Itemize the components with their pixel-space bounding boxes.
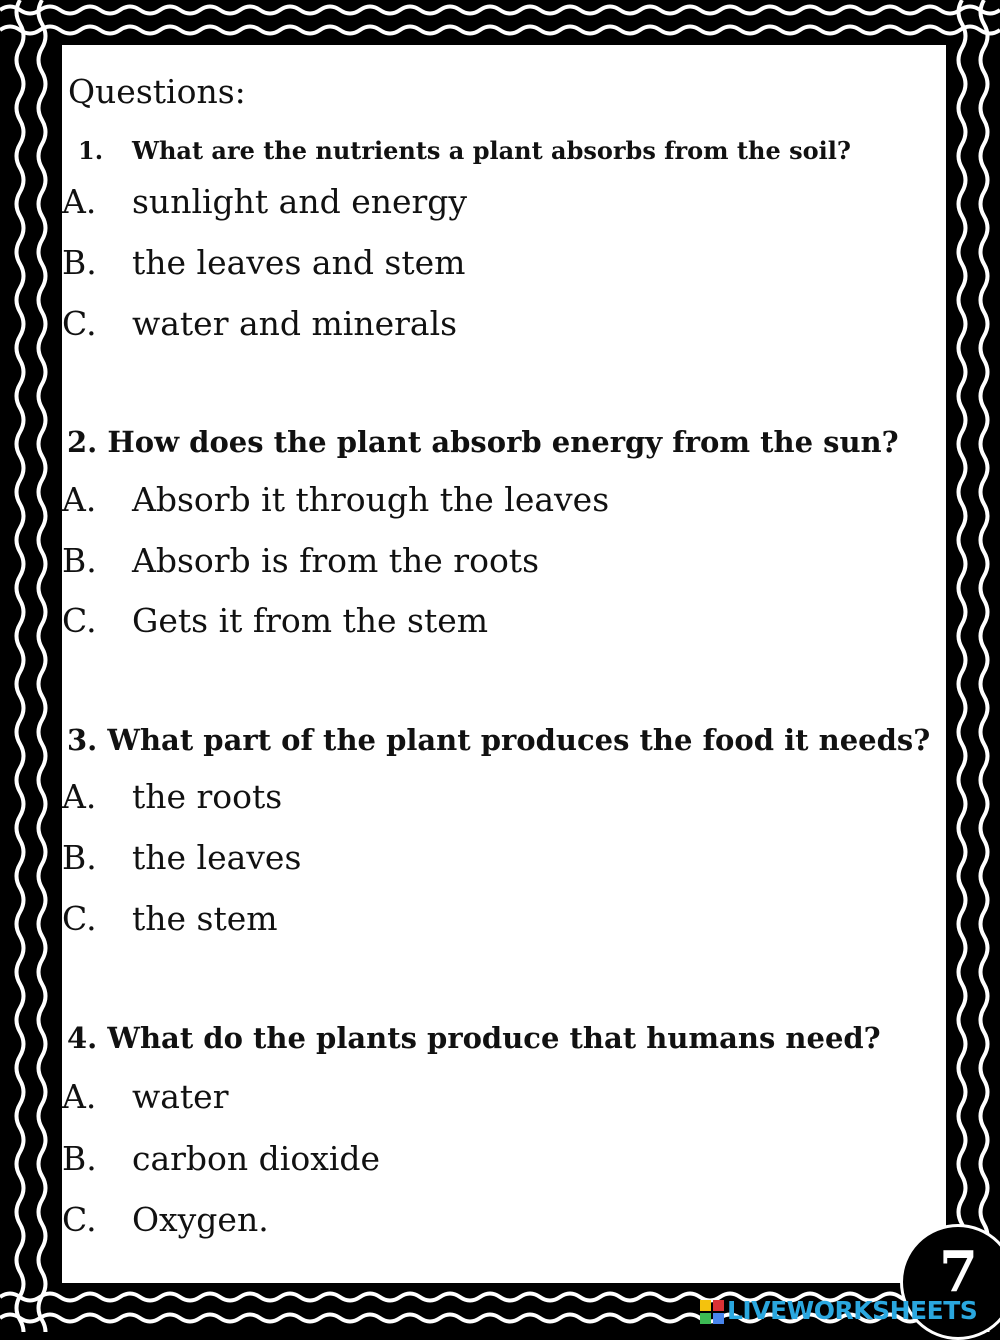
q2-option-b[interactable] <box>62 541 539 580</box>
q2-option-a[interactable] <box>62 480 609 519</box>
option-letter: B. <box>62 243 97 282</box>
option-letter: B. <box>62 541 97 580</box>
option-text: the roots <box>132 777 283 816</box>
q4-option-c[interactable] <box>62 1200 269 1239</box>
question-1-number: 1. <box>78 136 104 165</box>
question-3: 3. What part of the plant produces the food it needs? <box>67 723 931 757</box>
liveworksheets-logo-icon <box>700 1300 724 1324</box>
option-letter: C. <box>62 304 97 343</box>
option-letter: A. <box>62 182 97 221</box>
q4-option-a[interactable] <box>62 1077 229 1116</box>
q2-option-c[interactable] <box>62 601 488 640</box>
option-letter: C. <box>62 601 97 640</box>
q3-option-c[interactable] <box>62 899 278 938</box>
q4-option-b[interactable] <box>62 1139 380 1178</box>
watermark-text: LIVEWORKSHEETS <box>727 1296 978 1325</box>
option-text: the stem <box>132 899 278 938</box>
option-text: water and minerals <box>132 304 458 343</box>
option-letter: A. <box>62 1077 97 1116</box>
option-text: Oxygen. <box>132 1200 269 1239</box>
q1-option-b[interactable] <box>62 243 465 282</box>
option-text: Gets it from the stem <box>132 601 489 640</box>
option-letter: C. <box>62 1200 97 1239</box>
option-text: sunlight and energy <box>132 182 468 221</box>
option-text: water <box>132 1077 229 1116</box>
option-letter: A. <box>62 777 97 816</box>
option-letter: A. <box>62 480 97 519</box>
question-4: 4. What do the plants produce that humans need? <box>67 1021 881 1055</box>
option-letter: B. <box>62 838 97 877</box>
q1-option-a[interactable] <box>62 182 467 221</box>
option-text: Absorb is from the roots <box>132 541 540 580</box>
questions-heading: Questions: <box>68 72 246 111</box>
question-2: 2. How does the plant absorb energy from the sun? <box>67 425 899 459</box>
question-1-text: What are the nutrients a plant absorbs from the soil? <box>132 136 851 165</box>
option-letter: B. <box>62 1139 97 1178</box>
page-number: 7 <box>939 1239 978 1305</box>
q1-option-c[interactable] <box>62 304 457 343</box>
q3-option-b[interactable] <box>62 838 301 877</box>
option-text: Absorb it through the leaves <box>132 480 610 519</box>
option-text: the leaves <box>132 838 302 877</box>
q3-option-a[interactable] <box>62 777 282 816</box>
option-letter: C. <box>62 899 97 938</box>
question-1 <box>78 136 851 165</box>
option-text: carbon dioxide <box>132 1139 381 1178</box>
option-text: the leaves and stem <box>132 243 466 282</box>
